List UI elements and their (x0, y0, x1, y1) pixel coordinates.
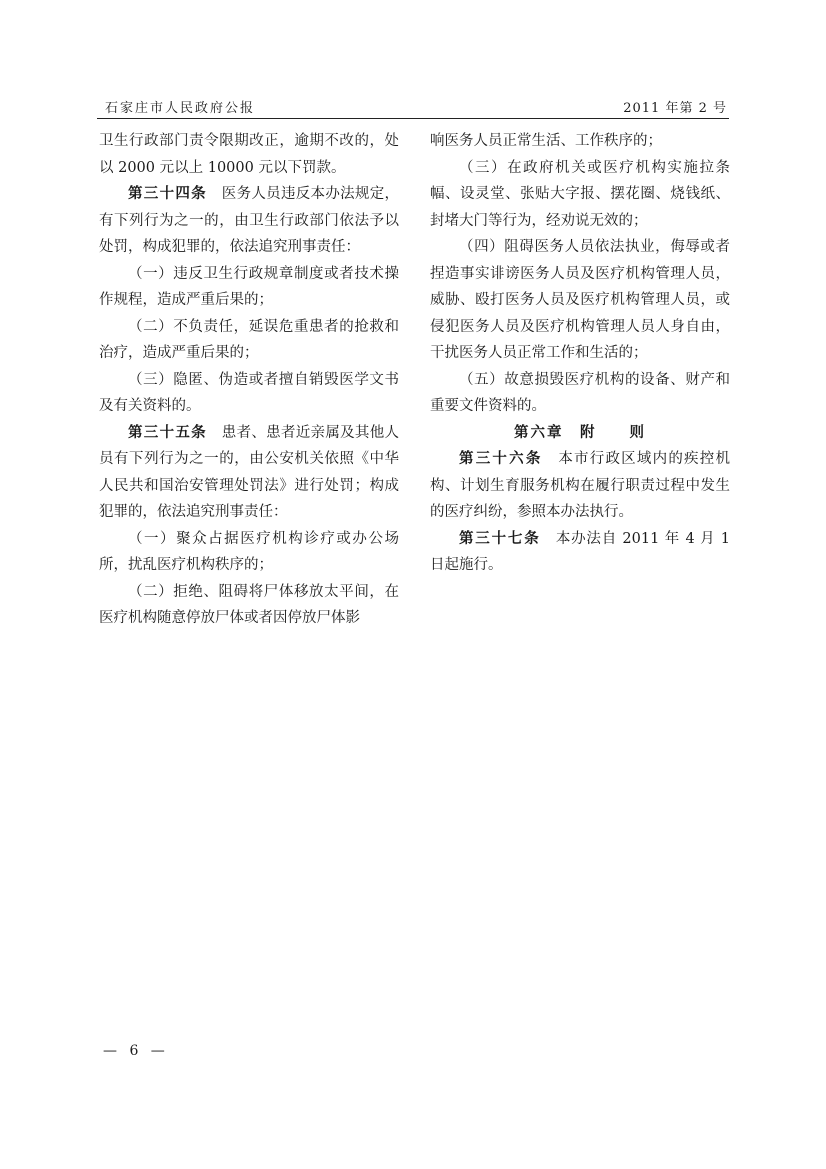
chapter-heading: 第六章 附 则 (514, 423, 646, 441)
article-text: 本办法自 2011 年 4 月 1 日起施行。 (430, 530, 731, 573)
article-title: 第三十六条 (459, 450, 543, 467)
list-item: （一）违反卫生行政规章制度或者技术操作规程，造成严重后果的； (99, 265, 399, 308)
list-item: （四）阻碍医务人员依法执业，侮辱或者捏造事实诽谤医务人员及医疗机构管理人员，威胁、殴打医务人员及医疗机构管理人员，或侵犯医务人员及医疗机构管理人员人身自由，干扰医务人员正常工作和生活的； (430, 239, 730, 361)
page-number: — 6 — (103, 1043, 169, 1059)
article-35 (99, 420, 399, 526)
list-item: （一）聚众占据医疗机构诊疗或办公场所，扰乱医疗机构秩序的； (99, 530, 399, 573)
article-title: 第三十五条 (128, 423, 207, 441)
header-rule (97, 118, 729, 119)
article-text: 患者、患者近亲属及其他人员有下列行为之一的，由公安机关依照《中华人民共和国治安管理处罚法》进行处罚；构成犯罪的，依法追究刑事责任： (99, 424, 400, 520)
list-item: （三）隐匿、伪造或者擅自销毁医学文书及有关资料的。 (99, 371, 399, 414)
paragraph: 响医务人员正常生活、工作秩序的； (430, 133, 662, 149)
list-item: （三）在政府机关或医疗机构实施拉条幅、设灵堂、张贴大字报、摆花圈、烧钱纸、封堵大门等行为，经劝说无效的； (430, 159, 730, 229)
article-36 (430, 446, 730, 526)
article-37 (430, 526, 730, 579)
list-item: （二）拒绝、阻碍将尸体移放太平间，在医疗机构随意停放尸体或者因停放尸体影 (99, 583, 399, 626)
article-title: 第三十四条 (128, 185, 207, 202)
article-title: 第三十七条 (459, 529, 541, 547)
issue-number: 2011 年第 2 号 (623, 101, 727, 116)
page-header (97, 93, 729, 119)
article-text: 本市行政区域内的疾控机构、计划生育服务机构在履行职责过程中发生的医疗纠纷，参照本办法执行。 (430, 451, 730, 520)
publication-title: 石家庄市人民政府公报 (105, 101, 256, 116)
paragraph: 卫生行政部门责令限期改正，逾期不改的，处以 2000 元以上 10000 元以下罚款。 (99, 133, 399, 176)
article-34 (99, 181, 399, 261)
list-item: （二）不负责任，延误危重患者的抢救和治疗，造成严重后果的； (99, 318, 399, 361)
left-column (99, 128, 399, 632)
right-column (430, 128, 730, 579)
article-text: 医务人员违反本办法规定，有下列行为之一的，由卫生行政部门依法予以处罚，构成犯罪的，依法追究刑事责任： (99, 186, 400, 255)
list-item: （五）故意损毁医疗机构的设备、财产和重要文件资料的。 (430, 371, 730, 414)
